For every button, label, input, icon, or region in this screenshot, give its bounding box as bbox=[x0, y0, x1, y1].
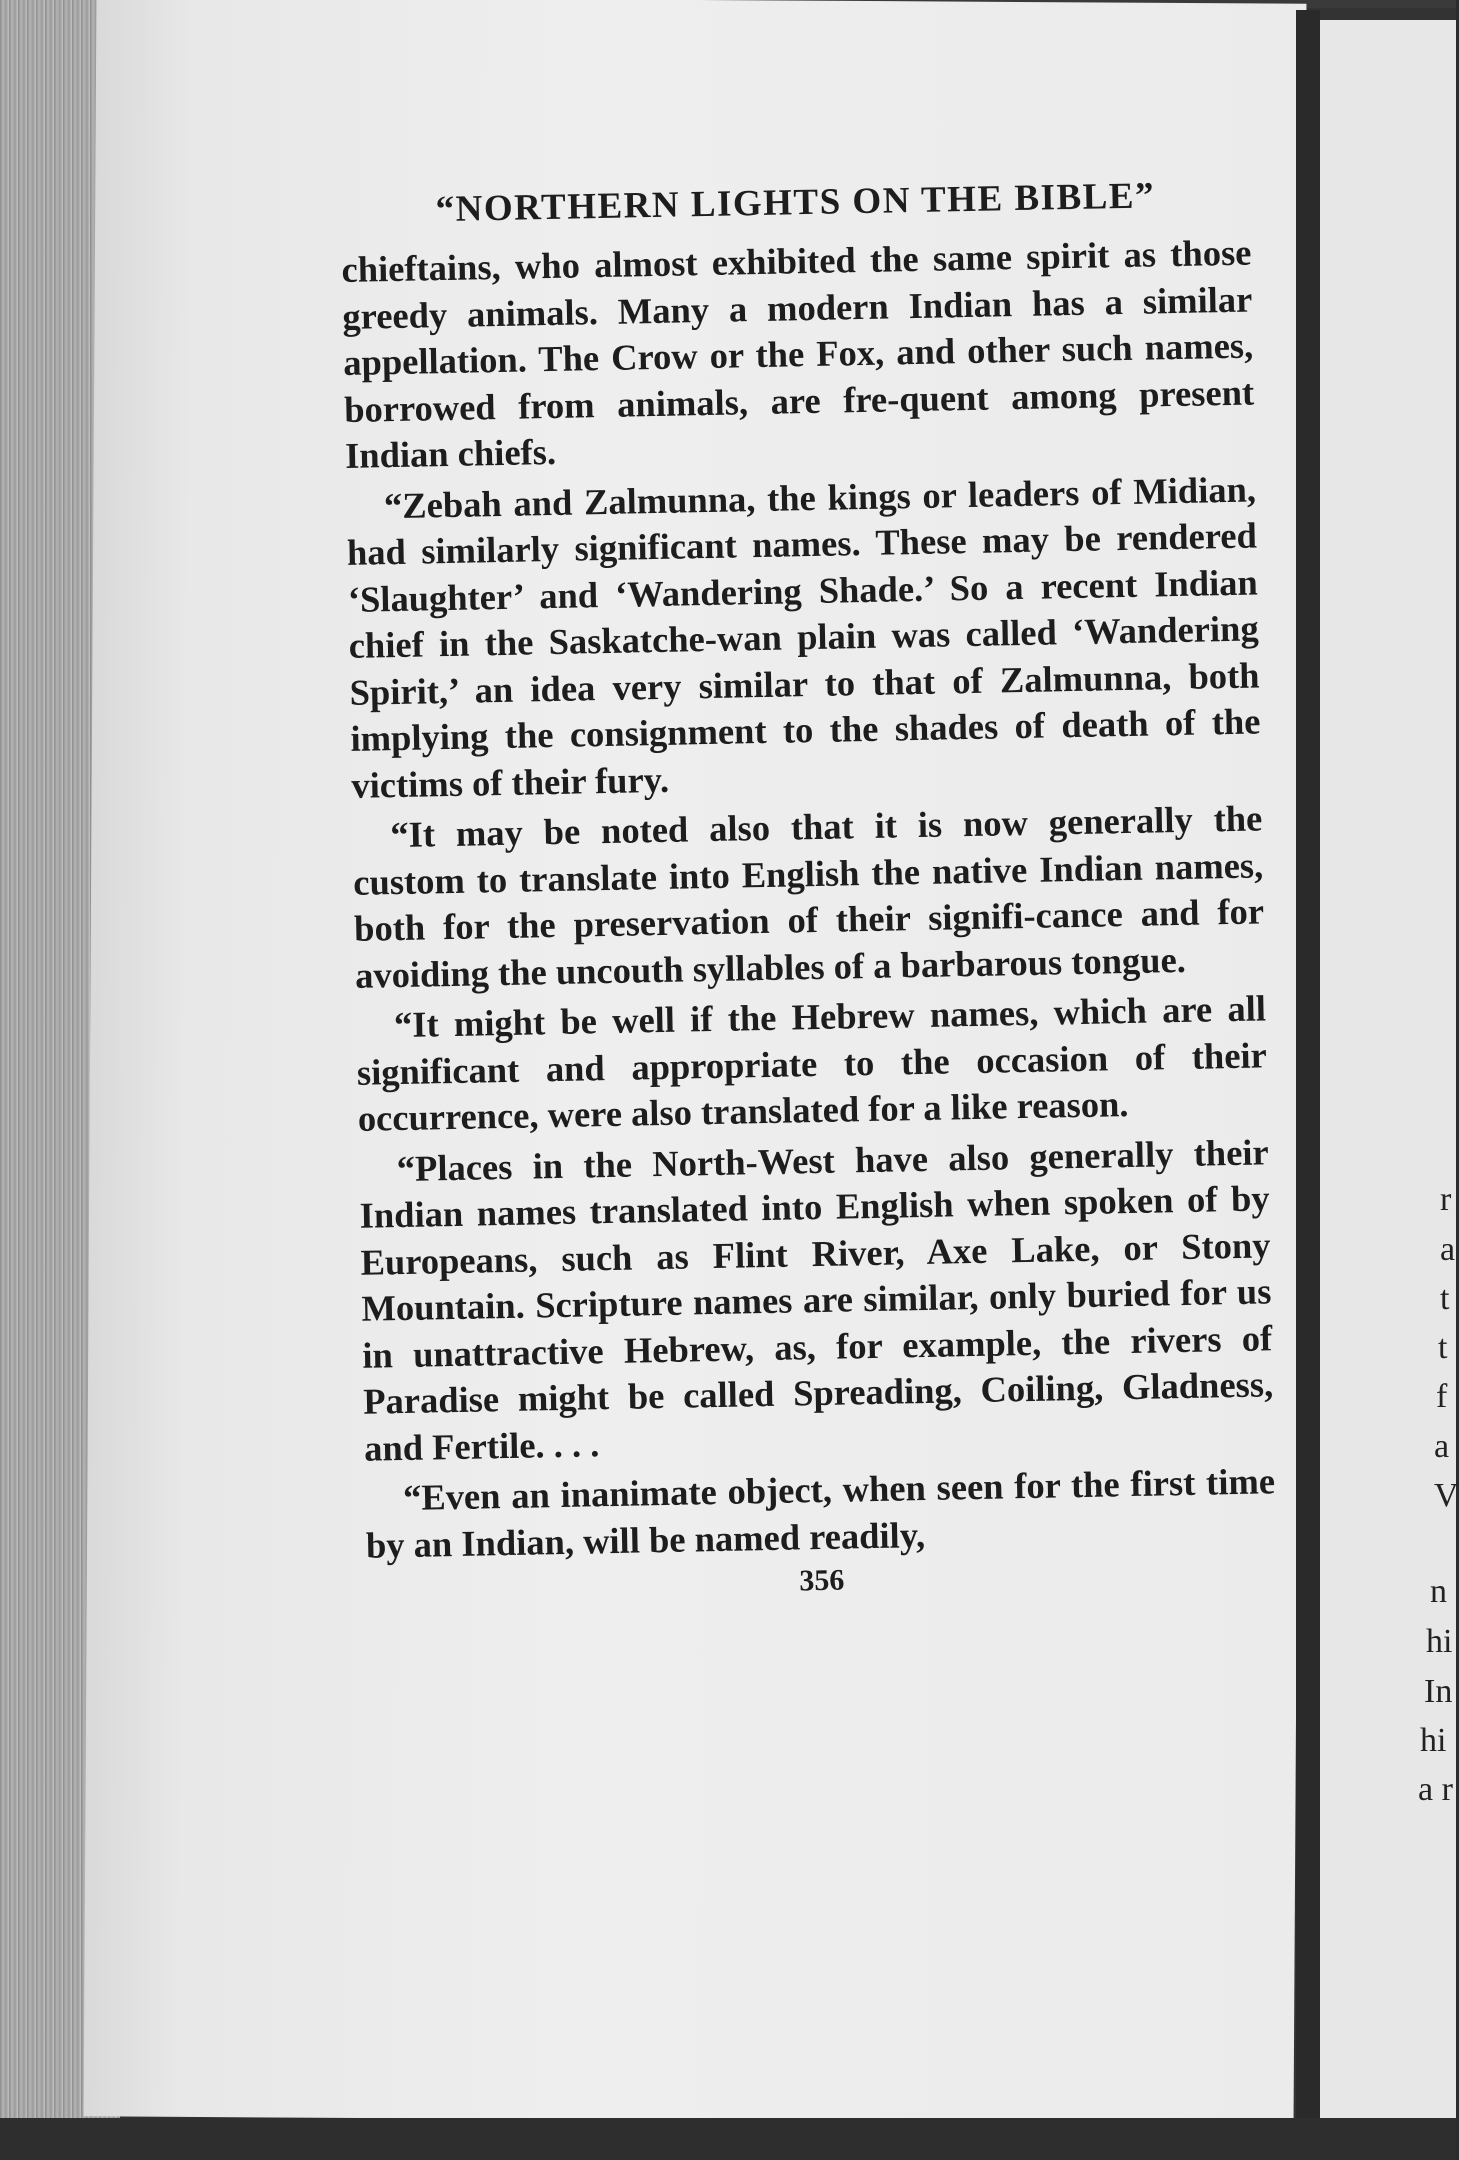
paragraph: “It may be noted also that it is now generally the custom to translate into English the native Indian names, both for the preservation of their signifi-cance and for avoiding the uncouth syllables of a barbarous tongue. bbox=[352, 797, 1265, 996]
paragraph: “It might be well if the Hebrew names, which are all significant and appropriate to the occasion of their occurrence, were also translated for a like reason. bbox=[356, 987, 1268, 1139]
paragraph: “Zebah and Zalmunna, the kings or leaders of Midian, had similarly significant names. These may be rendered ‘Slaughter’ and ‘Wandering Shade.’ So a recent Indian chief in the Saskatche-wan plain was called ‘Wandering Spirit,’ an idea very similar to that of Zalmunna, both implying the consignment to the shades of death of the victims of their fury. bbox=[346, 467, 1261, 806]
facing-text-fragment: hi bbox=[1426, 1623, 1453, 1660]
body-text bbox=[341, 230, 1276, 1569]
facing-text-fragment: In bbox=[1424, 1673, 1453, 1710]
running-head: “NORTHERN LIGHTS ON THE BIBLE” bbox=[435, 175, 1156, 231]
facing-text-fragment: n bbox=[1430, 1573, 1447, 1610]
scan-bottom-edge bbox=[0, 2118, 1456, 2160]
book-gutter bbox=[1296, 10, 1320, 2120]
facing-page-fragment bbox=[1320, 20, 1459, 2120]
facing-text-fragment: a bbox=[1440, 1231, 1456, 1268]
facing-text-fragment: hi bbox=[1420, 1722, 1447, 1759]
facing-text-fragment: f bbox=[1436, 1378, 1448, 1415]
facing-text-fragment: V bbox=[1434, 1477, 1459, 1514]
facing-text-fragment: r bbox=[1440, 1181, 1452, 1218]
paragraph: “Places in the North-West have also generally their Indian names translated into English when spoken of by Europeans, such as Flint River, Axe Lake, or Stony Mountain. Scripture names are similar, only buried for us in unattractive Hebrew, as, for example, the rivers of Paradise might be called Spreading, Coiling, Gladness, and Fertile. . . . bbox=[359, 1130, 1274, 1469]
facing-text-fragment: t bbox=[1440, 1280, 1450, 1317]
facing-text-fragment: a r bbox=[1418, 1771, 1453, 1808]
paragraph: “Even an inanimate object, when seen for the first time by an Indian, will be named readily, bbox=[365, 1460, 1276, 1566]
page-number: 356 bbox=[798, 1563, 845, 1598]
page-content bbox=[340, 173, 1277, 1607]
facing-text-fragment: a bbox=[1434, 1428, 1450, 1465]
paragraph: chieftains, who almost exhibited the same spirit as those greedy animals. Many a modern Indian has a similar appellation. The Crow or the Fox, and other such names, borrowed from animals, are fre-quent among present Indian chiefs. bbox=[341, 231, 1255, 476]
facing-text-fragment: t bbox=[1438, 1329, 1448, 1366]
